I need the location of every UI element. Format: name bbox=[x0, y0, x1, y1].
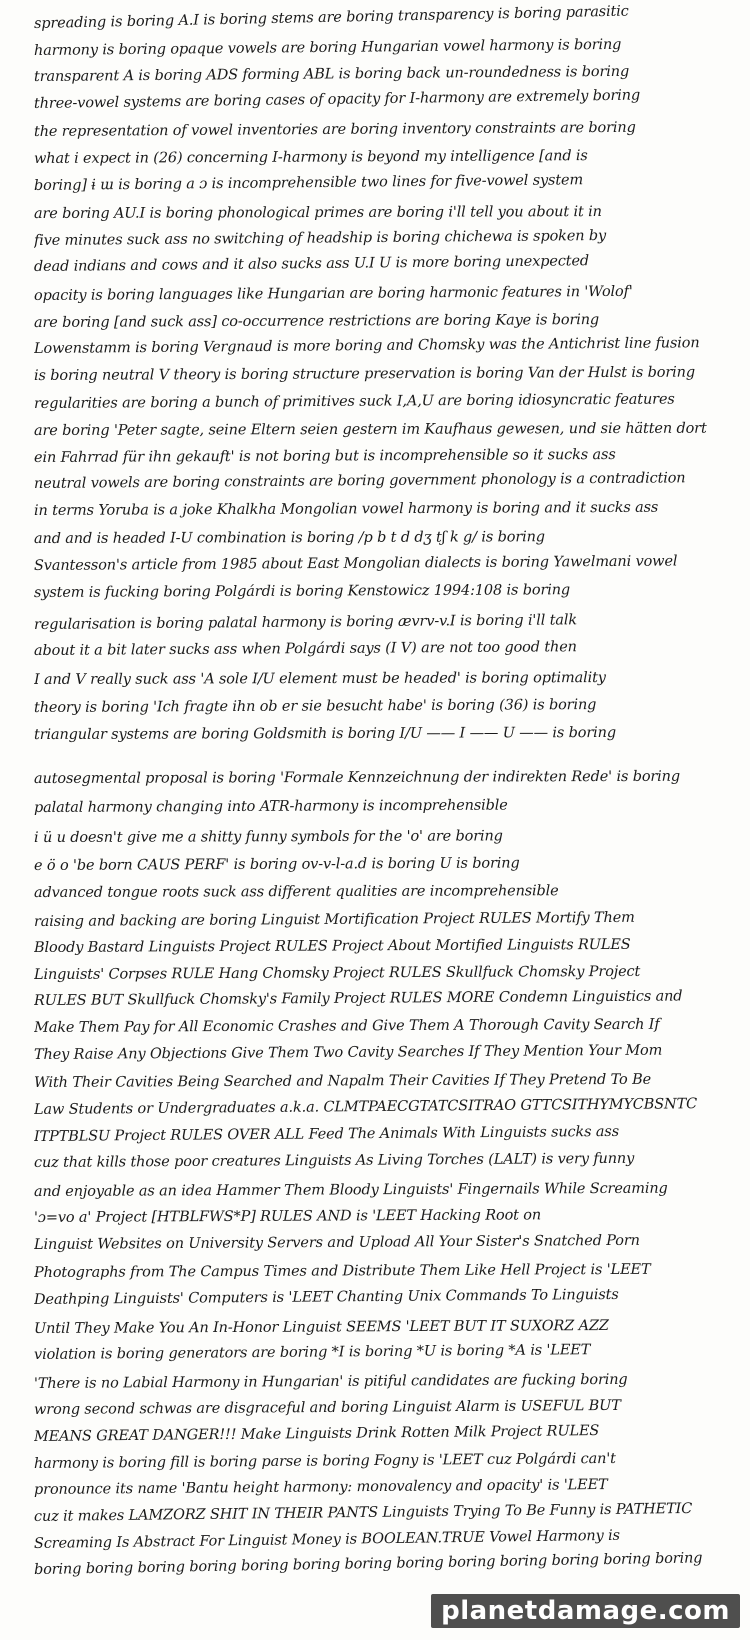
handwritten-line: neutral vowels are boring constraints are boring government phonology is a contradiction bbox=[33, 470, 686, 492]
handwritten-line: i ü u doesn't give me a shitty funny symbols for the 'o' are boring bbox=[33, 828, 503, 846]
handwritten-line: what i expect in (26) concerning I-harmony is beyond my intelligence [and is bbox=[33, 148, 588, 167]
handwritten-line: ITPTBLSU Project RULES OVER ALL Feed The Animals With Linguists sucks ass bbox=[33, 1123, 620, 1145]
handwritten-line: MEANS GREAT DANGER!!! Make Linguists Drink Rotten Milk Project RULES bbox=[33, 1423, 600, 1445]
handwritten-line: RULES BUT Skullfuck Chomsky's Family Project RULES MORE Condemn Linguistics and bbox=[33, 988, 683, 1009]
handwritten-line: cuz that kills those poor creatures Linguists As Living Torches (LALT) is very funny bbox=[33, 1150, 635, 1171]
handwritten-line: harmony is boring opaque vowels are boring Hungarian vowel harmony is boring bbox=[33, 36, 622, 59]
handwritten-line: are boring AU.I is boring phonological primes are boring i'll tell you about it in bbox=[33, 204, 602, 222]
handwritten-line: Law Students or Undergraduates a.k.a. CLMTPAECGTATCSITRAO GTTCSITHYMYCBSNTC bbox=[33, 1096, 698, 1118]
handwritten-line: and and is headed I-U combination is boring /p b t d dʒ tʃ k g/ is boring bbox=[33, 529, 545, 547]
handwritten-line: Screaming Is Abstract For Linguist Money is BOOLEAN.TRUE Vowel Harmony is bbox=[33, 1527, 620, 1552]
handwritten-line: Linguist Websites on University Servers and Upload All Your Sister's Snatched Porn bbox=[33, 1232, 640, 1253]
handwritten-line: boring] ɨ ɯ is boring a ɔ is incomprehensible two lines for five-vowel system bbox=[33, 172, 584, 194]
handwritten-line: triangular systems are boring Goldsmith is boring I/U —— I —— U —— is boring bbox=[33, 724, 616, 743]
handwritten-line: Bloody Bastard Linguists Project RULES Project About Mortified Linguists RULES bbox=[33, 936, 631, 956]
handwritten-line: With Their Cavities Being Searched and Napalm Their Cavities If They Pretend To Be bbox=[33, 1071, 652, 1091]
handwritten-line: raising and backing are boring Linguist Mortification Project RULES Mortify Them bbox=[33, 909, 635, 930]
handwritten-line: and enjoyable as an idea Hammer Them Bloody Linguists' Fingernails While Screaming bbox=[33, 1180, 668, 1200]
handwritten-line: 'ɔ=vo a' Project [HTBLFWS*P] RULES AND is 'LEET Hacking Root on bbox=[33, 1207, 542, 1226]
handwritten-line: e ö o 'be born CAUS PERF' is boring ov-v-l-a.d is boring U is boring bbox=[33, 855, 520, 874]
site-watermark: planetdamage.com bbox=[431, 1594, 740, 1628]
handwritten-line: opacity is boring languages like Hungarian are boring harmonic features in 'Wolof' bbox=[33, 283, 633, 304]
handwritten-line: 'There is no Labial Harmony in Hungarian' is pitiful candidates are fucking boring bbox=[33, 1371, 628, 1392]
handwritten-line: theory is boring 'Ich fragte ihn ob er sie besucht habe' is boring (36) is boring bbox=[33, 697, 597, 716]
handwritten-line: spreading is boring A.I is boring stems are boring transparency is boring parasitic bbox=[33, 3, 629, 32]
handwritten-line: regularities are boring a bunch of primitives suck I,A,U are boring idiosyncratic features bbox=[33, 391, 675, 412]
handwritten-line: are boring [and suck ass] co-occurrence restrictions are boring Kaye is boring bbox=[33, 312, 600, 331]
handwritten-line: pronounce its name 'Bantu height harmony: monovalency and opacity' is 'LEET bbox=[33, 1476, 608, 1498]
handwritten-line: in terms Yoruba is a joke Khalkha Mongolian vowel harmony is boring and it sucks ass bbox=[33, 499, 659, 519]
handwritten-line: violation is boring generators are boring *I is boring *U is boring *A is 'LEET bbox=[33, 1342, 591, 1363]
handwritten-line: cuz it makes LAMZORZ SHIT IN THEIR PANTS Linguists Trying To Be Funny is PATHETIC bbox=[33, 1500, 693, 1525]
handwritten-line: wrong second schwas are disgraceful and boring Linguist Alarm is USEFUL BUT bbox=[33, 1397, 621, 1418]
handwritten-line: Until They Make You An In-Honor Linguist SEEMS 'LEET BUT IT SUXORZ AZZ bbox=[33, 1317, 609, 1337]
handwritten-line: advanced tongue roots suck ass different qualities are incomprehensible bbox=[33, 883, 559, 901]
handwritten-line: Lowenstamm is boring Vergnaud is more boring and Chomsky was the Antichrist line fusion bbox=[33, 335, 700, 357]
handwritten-line: five minutes suck ass no switching of headship is boring chichewa is spoken by bbox=[33, 228, 607, 249]
handwritten-line: Deathping Linguists' Computers is 'LEET Chanting Unix Commands To Linguists bbox=[33, 1286, 619, 1308]
handwritten-line: harmony is boring fill is boring parse is boring Fogny is 'LEET cuz Polgárdi can't bbox=[33, 1450, 616, 1472]
handwritten-line: autosegmental proposal is boring 'Formale Kennzeichnung der indirekten Rede' is boring bbox=[33, 768, 681, 787]
handwritten-line: transparent A is boring ADS forming ABL is boring back un-roundedness is boring bbox=[33, 63, 630, 85]
handwritten-line: three-vowel systems are boring cases of opacity for I-harmony are extremely boring bbox=[33, 87, 641, 112]
handwritten-line: system is fucking boring Polgárdi is boring Kenstowicz 1994:108 is boring bbox=[33, 582, 571, 601]
handwritten-line: is boring neutral V theory is boring structure preservation is boring Van der Hulst is boring bbox=[33, 364, 695, 384]
handwritten-line: regularisation is boring palatal harmony is boring ævrv-v.I is boring i'll talk bbox=[33, 612, 578, 633]
handwritten-line: I and V really suck ass 'A sole I/U element must be headed' is boring optimality bbox=[33, 670, 606, 688]
handwritten-line: palatal harmony changing into ATR-harmony is incomprehensible bbox=[33, 797, 508, 816]
handwritten-line: boring boring boring boring boring boring boring boring boring boring boring boring boring bbox=[33, 1550, 703, 1578]
handwritten-line: Photographs from The Campus Times and Distribute Them Like Hell Project is 'LEET bbox=[33, 1261, 651, 1281]
handwritten-line: about it a bit later sucks ass when Polgárdi says (I V) are not too good then bbox=[33, 639, 577, 659]
handwritten-line: are boring 'Peter sagte, seine Eltern seien gestern im Kaufhaus gewesen, und sie hätten dort bbox=[33, 420, 707, 439]
handwritten-line: Svantesson's article from 1985 about East Mongolian dialects is boring Yawelmani vowel bbox=[33, 553, 678, 574]
handwritten-line: Make Them Pay for All Economic Crashes and Give Them A Thorough Cavity Search If bbox=[33, 1016, 660, 1036]
handwritten-line: ein Fahrrad für ihn gekauft' is not boring but is incomprehensible so it sucks ass bbox=[33, 446, 616, 466]
handwritten-line: the representation of vowel inventories are boring inventory constraints are boring bbox=[33, 119, 636, 140]
handwritten-line: Linguists' Corpses RULE Hang Chomsky Project RULES Skullfuck Chomsky Project bbox=[33, 963, 641, 983]
handwritten-line: dead indians and cows and it also sucks ass U.I U is more boring unexpected bbox=[33, 253, 590, 275]
handwritten-line: They Raise Any Objections Give Them Two Cavity Searches If They Mention Your Mom bbox=[33, 1042, 663, 1063]
